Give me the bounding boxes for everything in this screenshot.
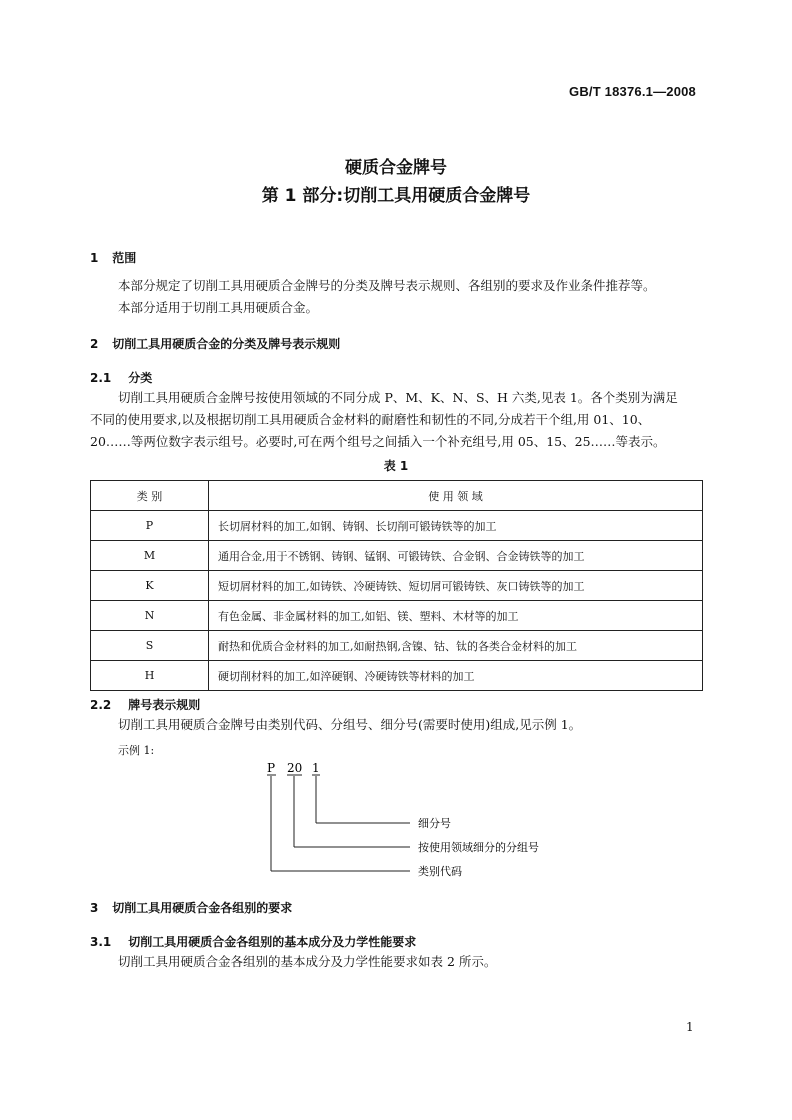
- section-2-1-heading: [90, 369, 152, 386]
- section-2-heading: [90, 335, 340, 352]
- code-category: P: [267, 761, 276, 775]
- code-group: 20: [287, 761, 303, 775]
- designation-diagram: [260, 760, 580, 884]
- paragraph: 切削工具用硬质合金各组别的基本成分及力学性能要求如表 2 所示。: [118, 954, 497, 969]
- standard-number: GB/T 18376.1—2008: [569, 84, 696, 99]
- usage-cell: 有色金属、非金属材料的加工,如铝、镁、塑料、木材等的加工: [209, 601, 703, 631]
- document-title: 硬质合金牌号: [345, 158, 447, 178]
- usage-cell: 通用合金,用于不锈钢、铸钢、锰钢、可锻铸铁、合金钢、合金铸铁等的加工: [209, 541, 703, 571]
- table-row: [91, 661, 703, 691]
- label-category: 类别代码: [418, 865, 462, 878]
- table-row: [91, 541, 703, 571]
- category-cell: M: [91, 541, 209, 571]
- section-number: 2: [90, 337, 99, 351]
- label-subgroup: 细分号: [418, 817, 451, 830]
- category-cell: P: [91, 511, 209, 541]
- category-cell: K: [91, 571, 209, 601]
- section-2-2-heading: [90, 696, 200, 713]
- category-cell: H: [91, 661, 209, 691]
- section-number: 3: [90, 901, 99, 915]
- table-row: [91, 631, 703, 661]
- section-title: 牌号表示规则: [128, 698, 201, 712]
- section-title: 范围: [112, 251, 137, 265]
- section-number: 2.1: [90, 371, 112, 385]
- table-row: [91, 511, 703, 541]
- table-header-row: [91, 481, 703, 511]
- label-group: 按使用领域细分的分组号: [418, 841, 539, 854]
- column-header-usage: 使 用 领 域: [209, 481, 703, 511]
- column-header-category: 类 别: [91, 481, 209, 511]
- section-3-1-heading: [90, 933, 416, 950]
- paragraph-line: 不同的使用要求,以及根据切削工具用硬质合金材料的耐磨性和韧性的不同,分成若干个组,用 01、10、: [90, 412, 651, 427]
- section-title: 切削工具用硬质合金各组别的基本成分及力学性能要求: [128, 935, 417, 949]
- paragraph: 切削工具用硬质合金牌号由类别代码、分组号、细分号(需要时使用)组成,见示例 1。: [118, 717, 582, 732]
- table-caption: 表 1: [383, 459, 409, 473]
- table-row: [91, 601, 703, 631]
- section-1-heading: [90, 249, 136, 266]
- section-title: 切削工具用硬质合金的分类及牌号表示规则: [112, 337, 341, 351]
- section-number: 1: [90, 251, 99, 265]
- classification-table: [90, 480, 703, 691]
- paragraph-line: 切削工具用硬质合金牌号按使用领域的不同分成 P、M、K、N、S、H 六类,见表 1。各个类别为满足: [118, 390, 678, 405]
- usage-cell: 短切屑材料的加工,如铸铁、冷硬铸铁、短切屑可锻铸铁、灰口铸铁等的加工: [209, 571, 703, 601]
- page-number: 1: [686, 1020, 694, 1034]
- document-subtitle: 第 1 部分:切削工具用硬质合金牌号: [261, 186, 531, 206]
- paragraph-line: 20……等两位数字表示组号。必要时,可在两个组号之间插入一个补充组号,用 05、15、25……等表示。: [90, 434, 666, 449]
- table-row: [91, 571, 703, 601]
- code-subgroup: 1: [312, 761, 320, 775]
- paragraph: 本部分适用于切削工具用硬质合金。: [118, 300, 319, 315]
- section-number: 2.2: [90, 698, 112, 712]
- example-label: 示例 1:: [118, 744, 155, 757]
- paragraph: 本部分规定了切削工具用硬质合金牌号的分类及牌号表示规则、各组别的要求及作业条件推荐等。: [118, 278, 656, 293]
- category-cell: S: [91, 631, 209, 661]
- usage-cell: 耐热和优质合金材料的加工,如耐热钢,含镍、钴、钛的各类合金材料的加工: [209, 631, 703, 661]
- section-number: 3.1: [90, 935, 112, 949]
- section-3-heading: [90, 899, 292, 916]
- section-title: 分类: [128, 371, 153, 385]
- category-cell: N: [91, 601, 209, 631]
- usage-cell: 长切屑材料的加工,如钢、铸钢、长切削可锻铸铁等的加工: [209, 511, 703, 541]
- section-title: 切削工具用硬质合金各组别的要求: [112, 901, 293, 915]
- usage-cell: 硬切削材料的加工,如淬硬钢、冷硬铸铁等材料的加工: [209, 661, 703, 691]
